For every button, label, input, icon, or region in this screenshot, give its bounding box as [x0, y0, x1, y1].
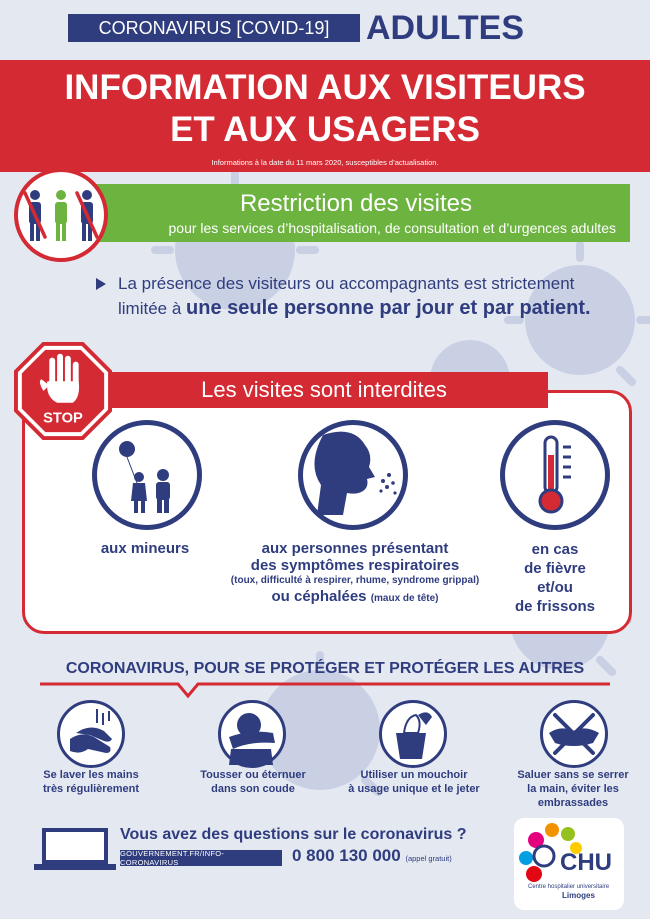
- phone-number[interactable]: [292, 846, 452, 866]
- protect-item-1-label: [16, 768, 166, 796]
- fever-label: [490, 540, 620, 616]
- no-handshake-icon: [540, 700, 608, 768]
- protect-item-4-line2: la main, éviter les: [527, 783, 619, 795]
- protect-item-1-line2: très régulièrement: [43, 783, 139, 795]
- presence-line1: La présence des visiteurs ou accompagnants est strictement: [118, 274, 575, 293]
- thermometer-icon: [500, 420, 610, 530]
- protect-item-2-line1: Tousser ou éternuer: [200, 769, 306, 781]
- protect-speech-line: [40, 680, 610, 700]
- audience-title: ADULTES: [366, 9, 525, 47]
- protect-item-4-line3: embrassades: [537, 797, 609, 809]
- chu-logo-text: CHU: [560, 849, 612, 876]
- protect-item-4-line1: Saluer sans se serrer: [517, 769, 629, 781]
- symptoms-line3-detail: (maux de tête): [370, 593, 439, 604]
- laptop-icon: [34, 826, 116, 872]
- chu-logo-sub2: Limoges: [562, 891, 595, 900]
- symptoms-line2: des symptômes respiratoires: [250, 557, 460, 574]
- forbidden-visits-title: Les visites sont interdites: [100, 372, 548, 408]
- coughing-person-icon: [298, 420, 408, 530]
- chu-logo: [514, 818, 624, 910]
- chu-logo-sub1: Centre hospitalier universitaire: [528, 884, 610, 890]
- fever-line2: de fièvre: [524, 560, 586, 577]
- phone-value: 0 800 130 000: [292, 846, 401, 865]
- banner-title-line2: ET AUX USAGERS: [170, 110, 480, 149]
- symptoms-label: [190, 540, 520, 607]
- restriction-subtitle: pour les services d’hospitalisation, de consultation et d’urgences adultes: [168, 220, 616, 236]
- banner-title-line1: INFORMATION AUX VISITEURS: [64, 68, 586, 107]
- banner-date-note: Informations à la date du 11 mars 2020, susceptibles d’actualisation.: [211, 158, 439, 167]
- minors-label: aux mineurs: [100, 540, 190, 557]
- people-restriction-icon: [14, 168, 108, 262]
- covid-tag: CORONAVIRUS [COVID-19]: [68, 14, 360, 42]
- question-text: Vous avez des questions sur le coronavirus ?: [120, 826, 467, 843]
- fever-line1: en cas: [531, 541, 579, 558]
- protect-item-3-label: [334, 768, 494, 796]
- elbow-cough-icon: [218, 700, 286, 768]
- protect-item-3-line1: Utiliser un mouchoir: [360, 769, 468, 781]
- tissue-icon: [379, 700, 447, 768]
- protect-item-4-label: [498, 768, 648, 810]
- main-banner: [0, 60, 650, 172]
- presence-line2-prefix: limitée à: [118, 299, 187, 318]
- presence-line2-emphasis: une seule personne par jour et par patient.: [186, 297, 591, 319]
- protect-item-1-line1: Se laver les mains: [43, 769, 139, 781]
- restriction-title: Restriction des visites: [239, 190, 473, 217]
- phone-note: (appel gratuit): [405, 854, 452, 863]
- website-link[interactable]: GOUVERNEMENT.FR/INFO-CORONAVIRUS: [120, 850, 282, 866]
- fever-line4: de frissons: [514, 598, 596, 615]
- top-bar: [0, 8, 650, 48]
- symptoms-detail: (toux, difficulté à respirer, rhume, syndrome grippal): [230, 575, 480, 586]
- symptoms-line3: ou céphalées: [271, 588, 367, 605]
- protect-item-3-line2: à usage unique et le jeter: [348, 783, 480, 795]
- bullet-arrow-icon: [96, 278, 106, 290]
- symptoms-line1: aux personnes présentant: [261, 540, 449, 557]
- protect-item-2-line2: dans son coude: [211, 783, 295, 795]
- minors-icon: [92, 420, 202, 530]
- presence-line2: [118, 296, 591, 321]
- handwash-icon: [57, 700, 125, 768]
- protect-title: CORONAVIRUS, POUR SE PROTÉGER ET PROTÉGER LES AUTRES: [65, 660, 585, 677]
- restriction-bar: [82, 184, 630, 242]
- stop-label: STOP: [43, 410, 83, 427]
- fever-line3: et/ou: [537, 579, 573, 596]
- protect-item-2-label: [178, 768, 328, 796]
